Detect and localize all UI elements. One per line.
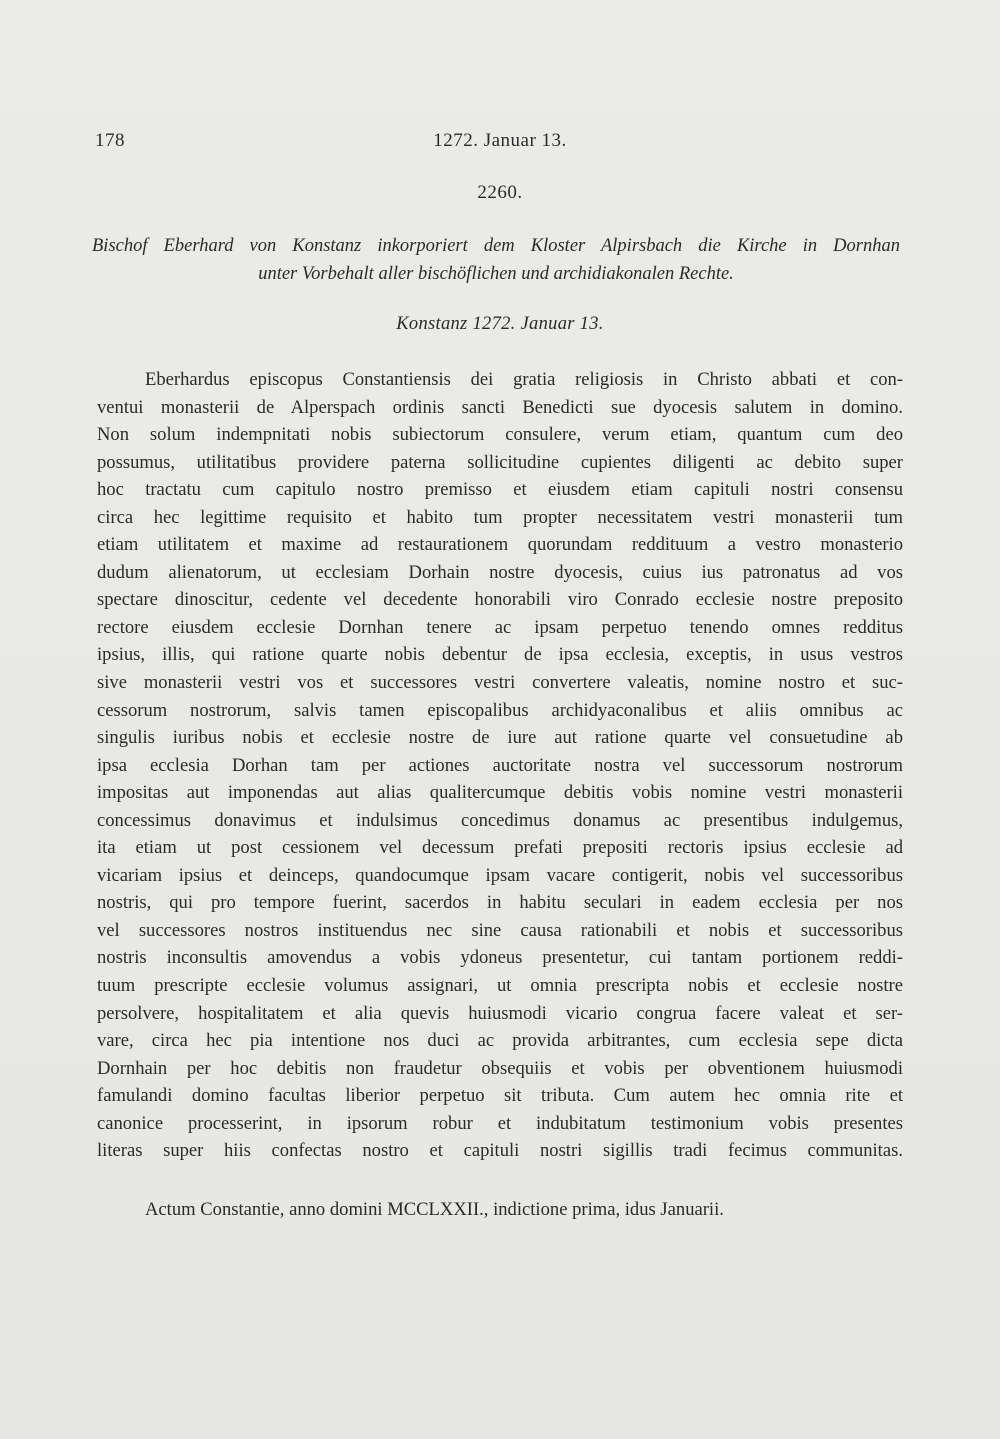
charter-text xyxy=(97,366,903,1165)
running-head-date: 1272. Januar 13. xyxy=(433,130,567,151)
text-line: ita etiam ut post cessionem vel decessum prefati prepositi rectoris ipsius ecclesie ad xyxy=(97,837,903,859)
text-line: ipsa ecclesia Dorhan tam per actiones auctoritate nostra vel successorum nostrorum xyxy=(97,754,903,776)
text-line: cessorum nostrorum, salvis tamen episcopalibus archidyaconalibus et aliis omnibus ac xyxy=(97,699,903,721)
running-head xyxy=(95,130,905,160)
text-line: circa hec legittime requisito et habito tum propter necessitatem vestri monasterii tum xyxy=(97,506,903,528)
text-line: vel successores nostros instituendus nec sine causa rationabili et nobis et successoribus xyxy=(97,919,903,941)
regest-line: Bischof Eberhard von Konstanz inkorporiert dem Kloster Alpirsbach die Kirche in Dornhan xyxy=(92,236,900,256)
text-line: impositas aut imponendas aut alias qualitercumque debitis vobis nomine vestri monasterii xyxy=(97,782,903,804)
text-line: vicariam ipsius et deinceps, quandocumque ipsam vacare contigerit, nobis vel successoribus xyxy=(97,864,903,886)
text-line: ipsius, illis, qui ratione quarte nobis debentur de ipsa ecclesia, exceptis, in usus vestros xyxy=(97,644,903,666)
text-line: etiam utilitatem et maxime ad restaurationem quorundam reddituum a vestro monasterio xyxy=(97,534,903,556)
text-line: dudum alienatorum, ut ecclesiam Dorhain nostre dyocesis, cuius ius patronatus ad vos xyxy=(97,561,903,583)
text-line: famulandi domino facultas liberior perpetuo sit tributa. Cum autem hec omnia rite et xyxy=(97,1085,903,1107)
place-and-date: Konstanz 1272. Januar 13. xyxy=(396,314,604,334)
text-line: Non solum indempnitati nobis subiectorum consulere, verum etiam, quantum cum deo xyxy=(97,424,903,446)
text-line: singulis iuribus nobis et ecclesie nostre de iure aut ratione quarte vel consuetudine ab xyxy=(97,727,903,749)
closing-line: Actum Constantie, anno domini MCCLXXII., indictione prima, idus Januarii. xyxy=(145,1199,724,1220)
regest xyxy=(92,232,900,288)
text-line: possumus, utilitatibus providere paterna sollicitudine cupientes diligenti ac debito super xyxy=(97,451,903,473)
text-line: vare, circa hec pia intentione nos duci ac provida arbitrantes, cum ecclesia sepe dicta xyxy=(97,1030,903,1052)
text-line: persolvere, hospitalitatem et alia quevis huiusmodi vicario congrua facere valeat et ser- xyxy=(97,1002,903,1024)
page-number: 178 xyxy=(95,130,125,151)
document-number: 2260. xyxy=(477,182,523,203)
text-line: Eberhardus episcopus Constantiensis dei gratia religiosis in Christo abbati et con- xyxy=(145,369,903,390)
text-line: ventui monasterii de Alperspach ordinis sancti Benedicti sue dyocesis salutem in domino. xyxy=(97,396,903,418)
text-line: concessimus donavimus et indulsimus concedimus donamus ac presentibus indulgemus, xyxy=(97,809,903,831)
text-line: sive monasterii vestri vos et successores vestri convertere valeatis, nomine nostro et suc- xyxy=(97,672,903,694)
text-line: Dornhain per hoc debitis non fraudetur obsequiis et vobis per obventionem huiusmodi xyxy=(97,1057,903,1079)
text-line: hoc tractatu cum capitulo nostro premisso et eiusdem etiam capituli nostri consensu xyxy=(97,479,903,501)
text-line: canonice processerint, in ipsorum robur et indubitatum testimonium vobis presentes xyxy=(97,1112,903,1134)
text-line: rectore eiusdem ecclesie Dornhan tenere ac ipsam perpetuo tenendo omnes redditus xyxy=(97,616,903,638)
text-line: tuum prescripte ecclesie volumus assignari, ut omnia prescripta nobis et ecclesie nostre xyxy=(97,975,903,997)
text-line: spectare dinoscitur, cedente vel decedente honorabili viro Conrado ecclesie nostre preposito xyxy=(97,589,903,611)
text-line: nostris, qui pro tempore fuerint, sacerdos in habitu seculari in eadem ecclesia per nos xyxy=(97,892,903,914)
regest-line: unter Vorbehalt aller bischöflichen und archidiakonalen Rechte. xyxy=(258,264,734,284)
text-line: nostris inconsultis amovendus a vobis ydoneus presentetur, cui tantam portionem reddi- xyxy=(97,947,903,969)
text-line: literas super hiis confectas nostro et capituli nostri sigillis tradi fecimus communitas. xyxy=(97,1140,903,1162)
